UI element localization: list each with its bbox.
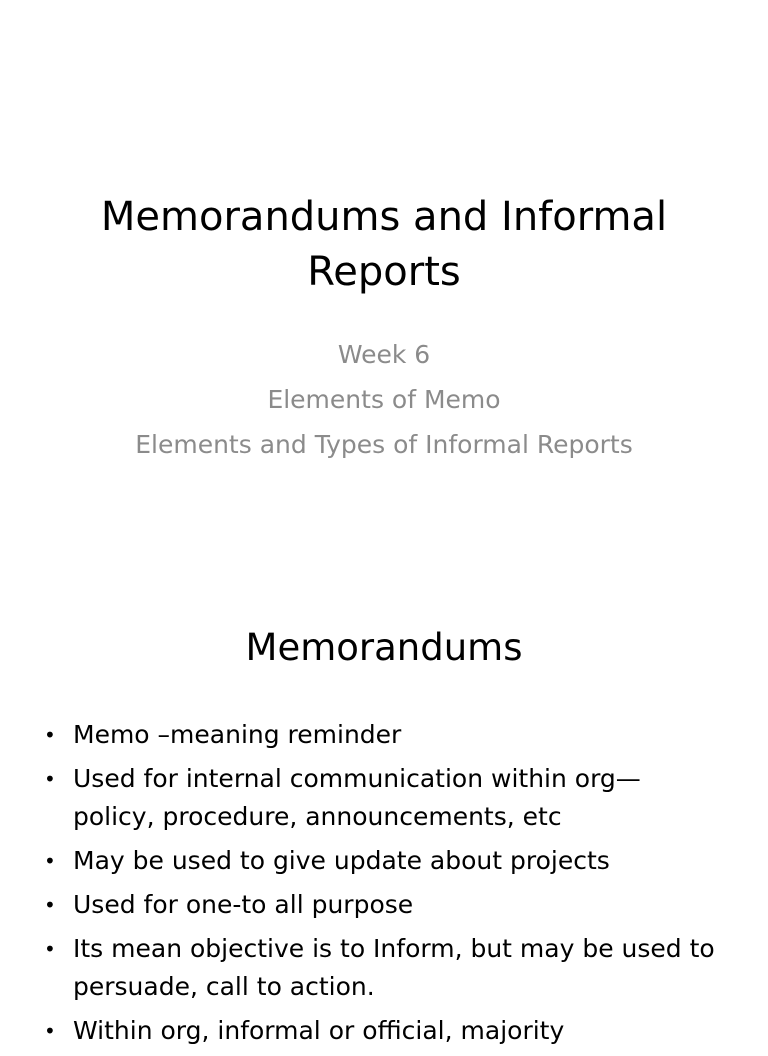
subtitle-line: Elements and Types of Informal Reports — [135, 430, 633, 459]
bullet-text: policy, procedure, announcements, etc — [73, 802, 562, 831]
bullet-text: Used for one-to all purpose — [73, 890, 414, 919]
bullet-icon: • — [44, 1019, 56, 1043]
bullet-text: Within org, informal or official, majority — [73, 1016, 565, 1045]
bullet-item — [44, 1012, 744, 1050]
slide-title — [84, 190, 684, 300]
section-title: Memorandums — [245, 626, 523, 669]
bullet-icon: • — [44, 893, 56, 917]
bullet-icon: • — [44, 849, 56, 873]
slide-title-line: Reports — [307, 249, 461, 295]
bullet-text: persuade, call to action. — [73, 972, 375, 1001]
bullet-text: Memo –meaning reminder — [73, 720, 402, 749]
slide-subtitle — [84, 332, 684, 467]
bullet-icon: • — [44, 723, 56, 747]
bullet-text: Its mean objective is to Inform, but may be used to — [73, 934, 715, 963]
subtitle-line: Week 6 — [337, 340, 431, 369]
bullet-item — [44, 842, 744, 880]
bullet-item — [44, 930, 744, 1006]
bullet-item — [44, 886, 744, 924]
bullet-item — [44, 760, 744, 836]
bullet-icon: • — [44, 767, 56, 791]
bullet-icon: • — [44, 937, 56, 961]
slide-title-line: Memorandums and Informal — [100, 194, 668, 240]
subtitle-line: Elements of Memo — [267, 385, 501, 414]
bullet-list — [44, 716, 744, 1056]
bullet-text: May be used to give update about projects — [73, 846, 610, 875]
bullet-item — [44, 716, 744, 754]
bullet-text: Used for internal communication within org— — [73, 764, 641, 793]
content-slide — [0, 576, 768, 1045]
